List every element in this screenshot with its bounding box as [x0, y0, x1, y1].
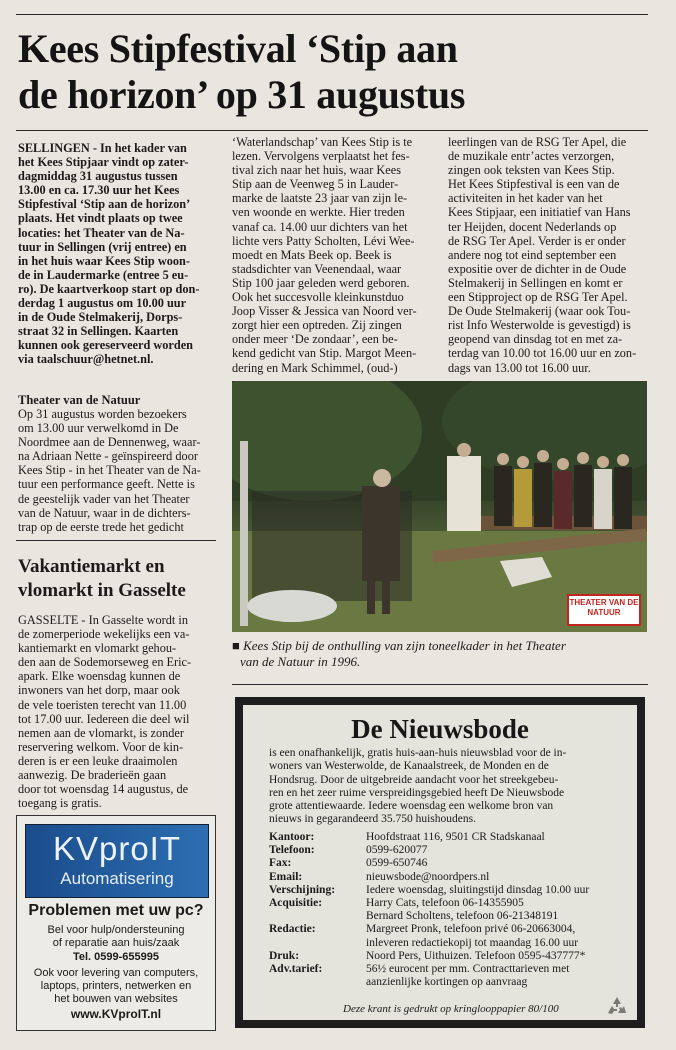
nieuwsbode-box	[235, 697, 645, 1028]
nieuwsbode-row-key: Kantoor:	[269, 831, 315, 843]
article-line: de RSG Ter Apel. Verder is er onder	[448, 233, 626, 248]
article-line: de muzikale entr’actes verzorgen,	[448, 149, 615, 164]
article-line: rist Info Westerwolde is gevestigd) is	[448, 318, 631, 333]
article-line: ter Heijden, docent Nederlands op	[448, 219, 617, 234]
article-body-col3	[448, 135, 648, 375]
article2-line: deren is er een leuke draaimolen	[18, 753, 178, 768]
article-line: kend gedicht van Stip. Margot Meen-	[232, 346, 417, 361]
top-rule	[16, 14, 648, 15]
article-line: na Adriaan Nette - geïnspireerd door	[18, 449, 198, 464]
nieuwsbode-row-value: Harry Cats, telefoon 06-14355905	[366, 897, 524, 909]
article-line: activiteiten in het kader van het	[448, 191, 603, 206]
article2-line: reservering welkom. Voor de kin-	[18, 739, 184, 754]
article-line: moedt en Mats Beek op. Beek is	[232, 247, 392, 262]
article-line: Kees Stipjaar, een initiatief van Hans	[448, 205, 631, 220]
nieuwsbode-row-key: Verschijning:	[269, 883, 336, 896]
kvproit-logo-text: KVproIT	[52, 830, 182, 867]
nieuwsbode-title: De Nieuwsbode	[351, 714, 529, 744]
article-lead-line: plaats. Het vindt plaats op twee	[18, 211, 183, 226]
kvproit-tagline: Automatisering	[60, 869, 174, 888]
article2-line: aanwezig. De braderieën gaan	[18, 768, 167, 783]
nieuwsbode-row	[269, 937, 629, 950]
article-line: Noordmee aan de Dennenweg, waar-	[18, 435, 201, 450]
article-line: marke de laatste 23 jaar van zijn le-	[232, 191, 408, 206]
nieuwsbode-row	[269, 871, 629, 884]
article-lead-line: de in Laudermarke (entree 5 eu-	[18, 267, 189, 282]
nieuwsbode-intro-line: ren en het zeer ruime verspreidingsgebied heeft De Nieuwsbode	[269, 786, 565, 799]
article2-title-line-2: vlomarkt in Gasselte	[18, 580, 186, 601]
nieuwsbode-row-value: Hoofdstraat 116, 9501 CR Stadskanaal	[366, 831, 545, 843]
nieuwsbode-row-value: Margreet Pronk, telefoon privé 06-20663004,	[366, 923, 576, 936]
article-lead	[18, 141, 218, 367]
article-line: expositie over de dichter in de Oude	[448, 261, 627, 276]
nieuwsbode-intro-line: grote attentiewaarde. Iedere woensdag een welkome bron van	[269, 800, 554, 813]
caption-line-2: van de Natuur in 1996.	[240, 654, 361, 669]
nieuwsbode-row	[269, 857, 629, 870]
nieuwsbode-row	[269, 897, 629, 910]
article-lead-line: in de Oude Stelmakerij, Dorps-	[18, 310, 183, 325]
nieuwsbode-row	[269, 884, 629, 897]
nieuwsbode-row	[269, 910, 629, 923]
nieuwsbode-inner	[243, 705, 637, 1020]
article2-line: de zomerperiode wekelijks een va-	[18, 627, 190, 642]
nieuwsbode-row-value: Bernard Scholtens, telefoon 06-21348191	[366, 910, 559, 923]
nieuwsbode-row	[269, 923, 629, 936]
caption-rule	[232, 684, 648, 685]
photo-caption	[232, 638, 652, 670]
article-lead-line: kunnen ook gereserveerd worden	[18, 338, 193, 353]
nieuwsbode-row-key: Telefoon:	[269, 844, 315, 857]
article-body-col2	[232, 135, 432, 375]
article-line: ven woonde en werkte. Hier treden	[232, 205, 405, 220]
article2-line: apark. Elke woensdag kunnen de	[18, 669, 181, 684]
article-lead-line: 13.00 en ca. 17.30 uur het Kees	[18, 183, 180, 198]
nieuwsbode-row-value: Noord Pers, Uithuizen. Telefoon 0595-437777*	[366, 949, 586, 962]
article-lead-line: Stipfestival ‘Stip aan de horizon’	[18, 197, 191, 212]
kvproit-website: www.KVproIT.nl	[70, 1007, 162, 1021]
article-line: Stelmakerij in Sellingen en komt er	[448, 275, 623, 290]
article2-line: de vele toeristen terecht van 11.00	[18, 697, 187, 712]
article2-body	[18, 613, 218, 810]
article2-line: GASSELTE - In Gasselte wordt in	[18, 613, 188, 627]
nieuwsbode-row-key: Redactie:	[269, 923, 316, 936]
article-line: de geestelijk vader van het Theater	[18, 491, 190, 506]
kvproit-line: het bouwen van websites	[54, 993, 178, 1005]
headline	[18, 26, 658, 118]
article-line: vanaf ca. 14.00 uur dichters van het	[232, 219, 408, 234]
kvproit-ad	[16, 815, 216, 1031]
nieuwsbode-row-key: Acquisitie:	[269, 897, 323, 909]
nieuwsbode-row-value: inleveren redactiekopij tot maandag 16.00 uur	[366, 936, 579, 949]
nieuwsbode-row	[269, 831, 629, 844]
nieuwsbode-intro-line: nieuws in gegarandeerd 35.750 huishoudens.	[269, 813, 476, 826]
festival-photo	[232, 381, 647, 632]
nieuwsbode-intro-line: woners van Westerwolde, de Kanaalstreek, de Monden en de	[269, 760, 549, 773]
nieuwsbode-row-value: aanzienlijke kortingen op aanvraag	[366, 976, 528, 989]
article-lead-line: derdag 1 augustus om 10.00 uur	[18, 296, 187, 311]
article-line: Het Kees Stipfestival is een van de	[448, 177, 620, 192]
article-line: andere nog tot eind september een	[448, 247, 617, 262]
article-line: Op 31 augustus worden bezoekers	[18, 407, 187, 421]
nieuwsbode-row-key: Fax:	[269, 857, 292, 870]
article-line: De Oude Stelmakerij (waar ook Tou-	[448, 304, 631, 319]
article-line: Kees Stip - in het Theater van de Na-	[18, 463, 201, 478]
article-lead-line: locaties: het Theater van de Na-	[18, 225, 185, 240]
article2-title	[18, 555, 218, 603]
kvproit-line: laptops, printers, netwerken en	[40, 980, 192, 992]
nieuwsbode-row	[269, 976, 629, 989]
article-lead-line: het Kees Stipjaar vindt op zater-	[18, 155, 189, 170]
article-lead-line: SELLINGEN - In het kader van	[18, 141, 187, 155]
nieuwsbode-intro	[269, 747, 609, 827]
nieuwsbode-row-value: 0599-650746	[366, 857, 428, 870]
article-lead-line: via taalschuur@hetnet.nl.	[18, 352, 154, 367]
article2-line: nemen aan de vlomarkt, is zonder	[18, 725, 184, 740]
article2-line: den aan de Sodemorseweg en Eric-	[18, 655, 192, 670]
article-lead-line: in het huis waar Kees Stip woon-	[18, 253, 190, 268]
subhead-theater: Theater van de Natuur	[18, 393, 141, 407]
article-line: Ook het succesvolle kleinkunstduo	[232, 290, 404, 305]
article2-line: kantiemarkt en vlomarkt gehou-	[18, 641, 177, 656]
nieuwsbode-row-value: 56½ eurocent per mm. Contracttarieven met	[366, 963, 570, 975]
nieuwsbode-row-value: 0599-620077	[366, 844, 428, 857]
theater-sign: THEATER VAN DE NATUUR	[567, 594, 641, 626]
nieuwsbode-row-value: nieuwsbode@noordpers.nl	[366, 870, 490, 883]
article2-line: inwoners van het dorp, maar ook	[18, 683, 180, 698]
article-body-col1	[18, 407, 218, 534]
kvproit-line: of reparatie aan huis/zaak	[52, 937, 180, 949]
article-line: terdag van 10.00 tot 16.00 uur en zon-	[448, 346, 637, 361]
kvproit-phone: Tel. 0599-655995	[72, 951, 160, 963]
headline-line-1: Kees Stipfestival ‘Stip aan	[18, 26, 458, 71]
article-line: stadsdichter van Veenendaal, waar	[232, 261, 402, 276]
nieuwsbode-row	[269, 950, 629, 963]
nieuwsbode-intro-line: is een onafhankelijk, gratis huis-aan-huis nieuwsblad voor de in-	[269, 747, 567, 759]
article2-line: tot 17.00 uur. Iedereen die deel wil	[18, 711, 190, 726]
headline-line-2: de horizon’ op 31 augustus	[18, 72, 466, 117]
article-line: Joop Visser & Jessica van Noord ver-	[232, 304, 417, 319]
nieuwsbode-row-key: Adv.tarief:	[269, 963, 323, 975]
article-line: geopend van dinsdag tot en met za-	[448, 332, 623, 347]
nieuwsbode-row	[269, 844, 629, 857]
nieuwsbode-row-key: Druk:	[269, 949, 300, 962]
article-lead-line: dagmiddag 31 augustus tussen	[18, 169, 178, 184]
article-line: dering en Mark Schimmel, (oud-)	[232, 360, 398, 375]
headline-rule	[16, 130, 648, 131]
article-line: van de Natuur, waar in de dichters-	[18, 505, 191, 520]
article-line: trap op de eerste trede het gedicht	[18, 519, 184, 534]
caption-line-1: ■ Kees Stip bij de onthulling van zijn toneelkader in het Theater	[232, 638, 566, 653]
article-line: lichte vers Patty Scholten, Lévi Wee-	[232, 233, 415, 248]
article2-line: door tot woensdag 14 augustus, de	[18, 782, 189, 797]
nieuwsbode-row	[269, 963, 629, 976]
article2-title-line-1: Vakantiemarkt en	[18, 556, 165, 577]
kvproit-logo	[25, 824, 209, 898]
article-lead-line: tuur in Sellingen (vrij entree) en	[18, 239, 187, 254]
article-line: onder meer ‘De zondaar’, een be-	[232, 332, 398, 347]
article-line: lezen. Vervolgens verplaatst het fes-	[232, 149, 410, 164]
article-line: Stip aan de Veenweg 5 in Lauder-	[232, 177, 399, 192]
nieuwsbode-footer: Deze krant is gedrukt op kringlooppapier 80/100	[343, 1003, 559, 1015]
nieuwsbode-row-key: Email:	[269, 870, 303, 883]
article-separator	[16, 540, 216, 541]
article-line: Stip 100 jaar geleden werd geboren.	[232, 275, 410, 290]
nieuwsbode-intro-line: Hondsrug. Door de uitgebreide aandacht voor het streekgebeu-	[269, 773, 559, 786]
article-line: dags van 13.00 tot 16.00 uur.	[448, 360, 591, 375]
article2-line: toegang is gratis.	[18, 796, 102, 811]
article-line: tuur een performance geeft. Nette is	[18, 477, 195, 492]
article-line: een Stipproject op de RSG Ter Apel.	[448, 290, 628, 305]
recycle-icon	[605, 995, 629, 1017]
article-lead-line: ro). De kaartverkoop start op don-	[18, 281, 200, 296]
kvproit-question: Problemen met uw pc?	[28, 902, 204, 919]
kvproit-line: Ook voor levering van computers,	[33, 967, 199, 979]
article-line: zorgt hier een optreden. Zij zingen	[232, 318, 402, 333]
article-line: tival zich naar het huis, waar Kees	[232, 163, 402, 178]
article-lead-line: straat 32 in Sellingen. Kaarten	[18, 324, 179, 339]
article-line: zingen ook teksten van Kees Stip.	[448, 163, 615, 178]
kvproit-line: Bel voor hulp/ondersteuning	[47, 924, 185, 936]
article-line: leerlingen van de RSG Ter Apel, die	[448, 135, 627, 149]
article-line: ‘Waterlandschap’ van Kees Stip is te	[232, 135, 413, 149]
article-line: om 13.00 uur verwelkomd in De	[18, 421, 179, 436]
nieuwsbode-row-value: Iedere woensdag, sluitingstijd dinsdag 10.00 uur	[366, 883, 590, 896]
